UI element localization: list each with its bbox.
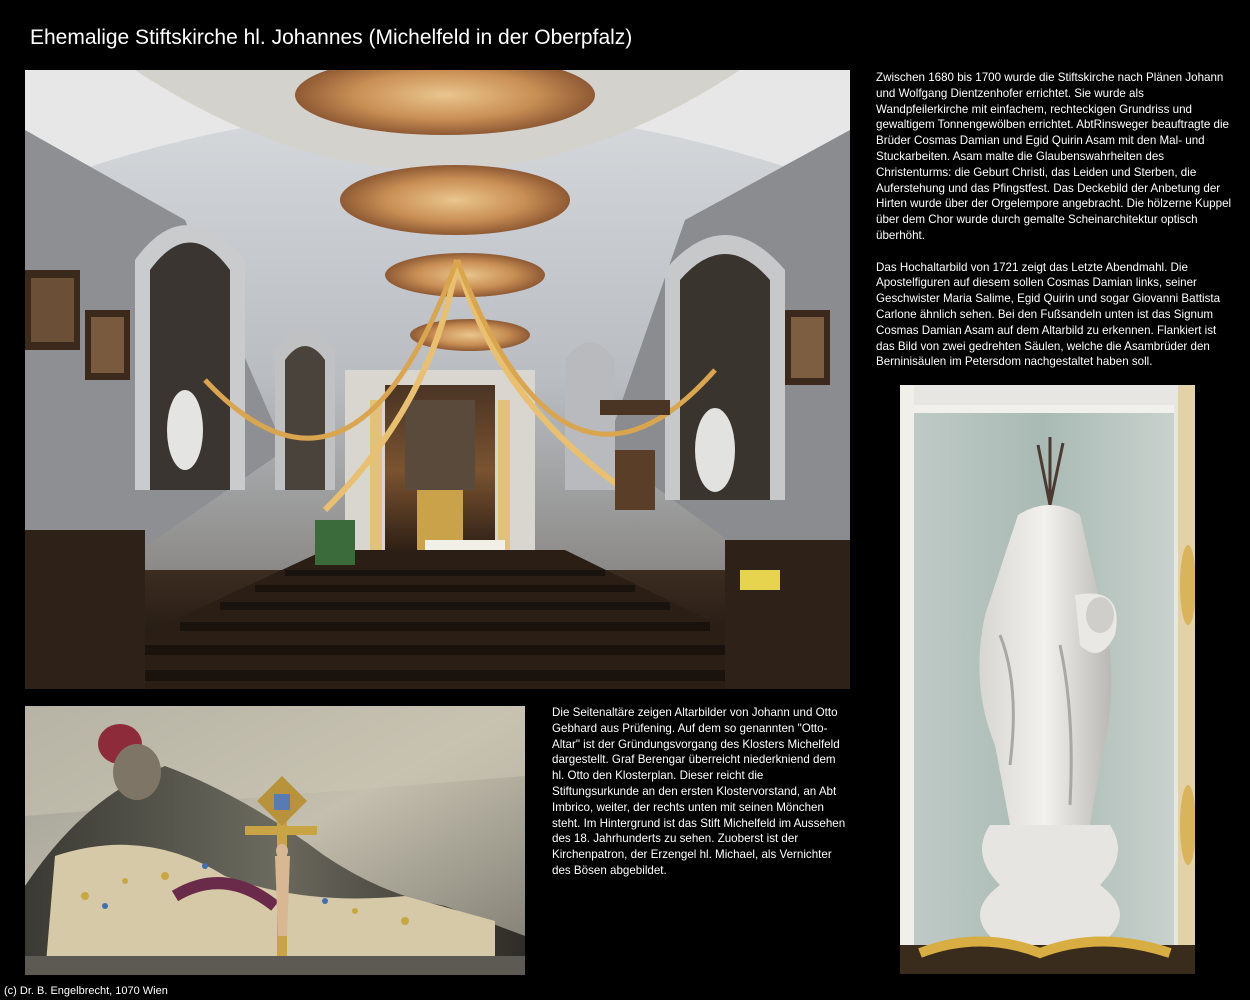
stucco-statue-photo	[900, 385, 1195, 974]
copyright-footer: (c) Dr. B. Engelbrecht, 1070 Wien	[4, 985, 168, 997]
relic-shrine-photo	[25, 706, 525, 975]
church-history-text	[876, 70, 1238, 386]
church-nave-photo	[25, 70, 850, 689]
church-history-paragraph-1: Zwischen 1680 bis 1700 wurde die Stiftskirche nach Plänen Johann und Wolfgang Dientzenhofer errichtet. Sie wurde als Wandpfeilerkirche mit einfachem, rechteckigen Grundriss und gewaltigem Tonnengewölben errichtet. AbtRinsweger beauftragte die Brüder Cosmas Damian und Egid Quirin Asam mit den Mal- und Stuckarbeiten. Asam malte die Glaubenswahrheiten des Christenturms: die Geburt Christi, das Leiden und Sterben, die Auferstehung und das Pfingstfest. Das Deckebild der Anbetung der Hirten wurde über der Orgelempore angebracht. Die hölzerne Kuppel über dem Chor wurde durch gemalte Scheinarchitektur optisch überhöht.	[876, 71, 1232, 242]
page-title: Ehemalige Stiftskirche hl. Johannes (Michelfeld in der Oberpfalz)	[30, 26, 633, 49]
side-altar-paragraph: Die Seitenaltäre zeigen Altarbilder von Johann und Otto Gebhard aus Prüfening. Auf dem so genannten "Otto-Altar" ist der Gründungsvorgang des Klosters Michelfeld dargestellt. Graf Berengar überreicht niederkniend dem hl. Otto den Klosterplan. Dieser reicht die Stiftungsurkunde an den ersten Klostervorstand, an Abt Imbrico, weiter, der rechts unten mit seinen Mönchen steht. Im Hintergrund ist das Stift Michelfeld im Aussehen des 18. Jahrhunderts zu sehen. Zuoberst ist der Kirchenpatron, der Erzengel hl. Michael, als Vernichter des Bösen abgebildet.	[552, 706, 846, 877]
church-history-paragraph-2: Das Hochaltarbild von 1721 zeigt das Letzte Abendmahl. Die Apostelfiguren auf diesem sollen Cosmas Damian links, seiner Geschwister Maria Salime, Egid Quirin und sogar Giovanni Battista Carlone ähnlich sehen. Bei den Fußsandeln unten ist das Signum Cosmas Damian Asam auf dem Altarbild zu erkennen. Flankiert ist das Bild von zwei gedrehten Säulen, welche die Asambrüder den Berninisäulen im Petersdom nachgestaltet haben soll.	[876, 260, 1221, 369]
side-altar-text	[552, 705, 850, 895]
